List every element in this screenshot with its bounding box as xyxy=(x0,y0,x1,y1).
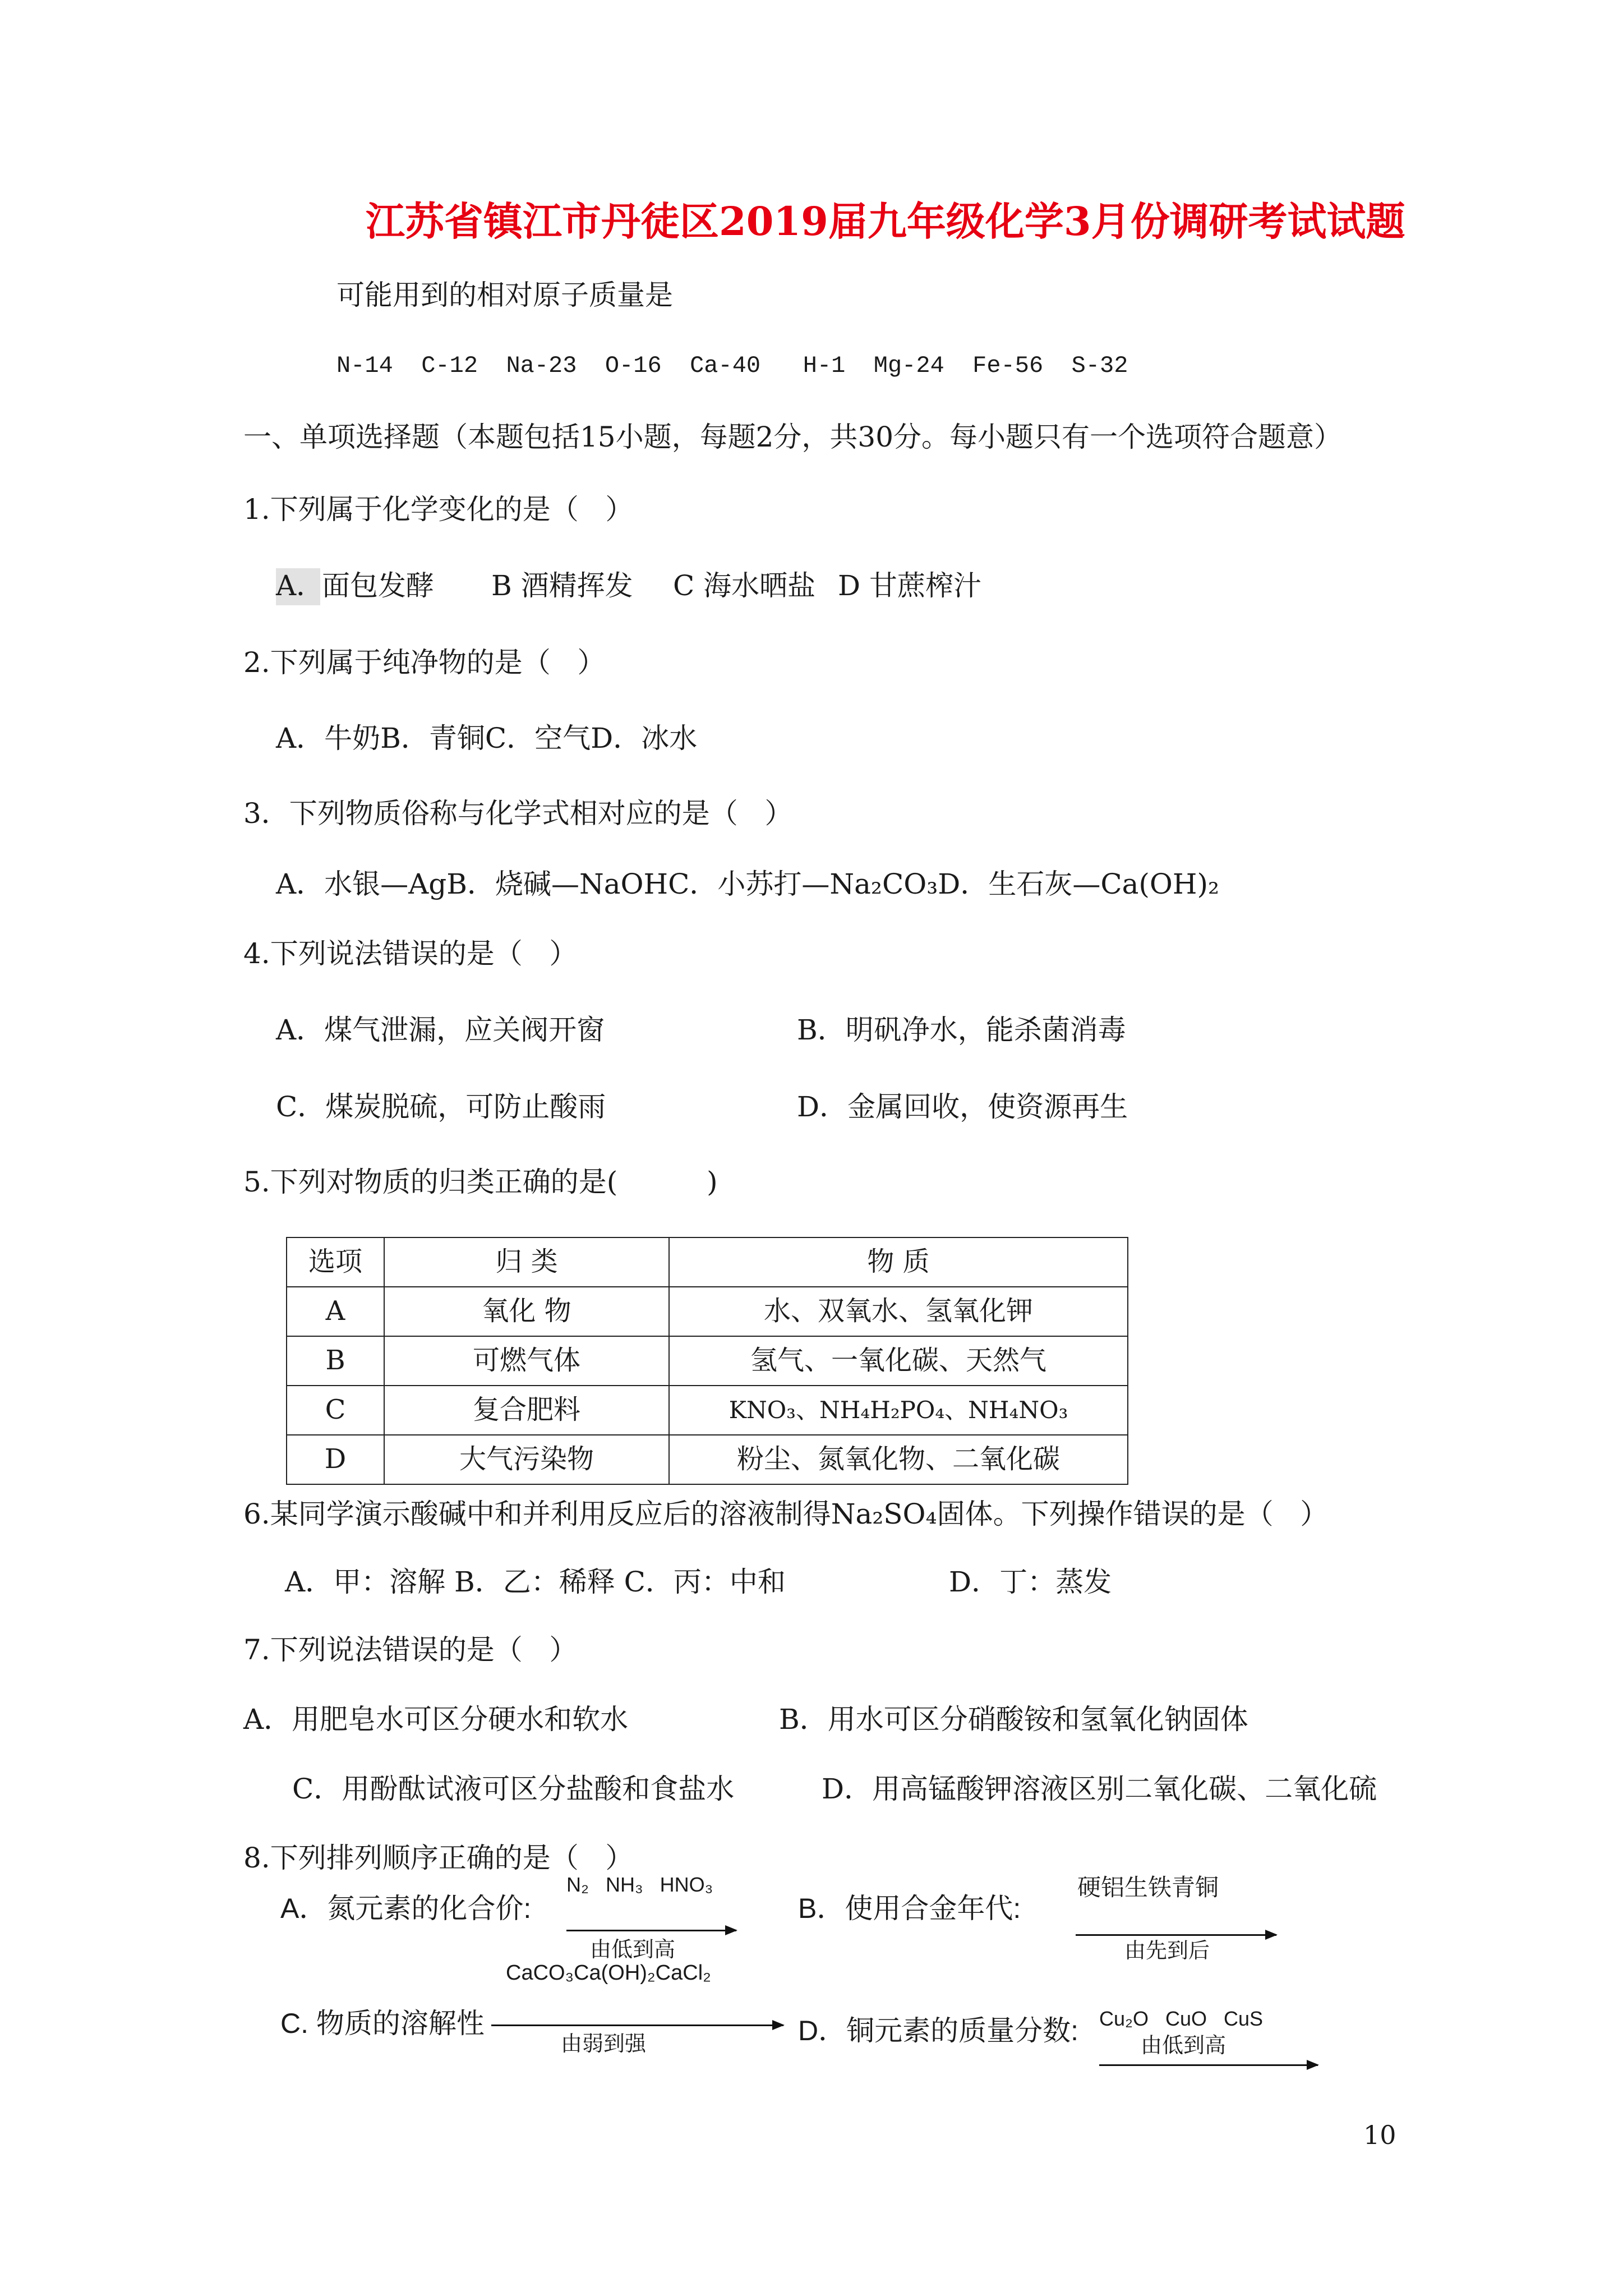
question-7-option-a: A．用肥皂水可区分硬水和软水 xyxy=(243,1703,629,1736)
question-5-stem: 5.下列对物质的归类正确的是( ) xyxy=(243,1166,718,1198)
table-row xyxy=(287,1287,1128,1336)
table-cell: 大气污染物 xyxy=(384,1435,669,1484)
table-row xyxy=(287,1336,1128,1386)
table-row xyxy=(287,1386,1128,1435)
question-8-option-b-sequence: 硬铝生铁青铜 xyxy=(1077,1874,1219,1901)
question-8-stem: 8.下列排列顺序正确的是（ ） xyxy=(243,1842,634,1874)
question-7-stem: 7.下列说法错误的是（ ） xyxy=(243,1634,578,1666)
page-title: 江苏省镇江市丹徒区2019届九年级化学3月份调研考试试题 xyxy=(366,198,1405,245)
question-8-option-c-label: C. 物质的溶解性 xyxy=(280,2008,485,2039)
question-8-option-a-order: 由低到高 xyxy=(590,1937,676,1962)
question-3-options: A．水银—AgB．烧碱—NaOHC．小苏打—Na₂CO₃D．生石灰—Ca(OH)₂ xyxy=(276,868,1220,900)
question-4-option-d: D．金属回收，使资源再生 xyxy=(797,1091,1128,1123)
table-cell: 氧化 物 xyxy=(384,1287,669,1336)
arrow-icon xyxy=(1099,2064,1318,2066)
question-8-option-d-label: D．铜元素的质量分数: xyxy=(798,2015,1078,2046)
table-cell: 氢气、一氧化碳、天然气 xyxy=(669,1336,1128,1386)
table-cell: 复合肥料 xyxy=(384,1386,669,1435)
table-cell: 可燃气体 xyxy=(384,1336,669,1386)
question-8-option-b-label: B．使用合金年代: xyxy=(798,1893,1021,1924)
question-6-option-d: D．丁：蒸发 xyxy=(949,1566,1112,1598)
arrow-icon xyxy=(566,1930,736,1931)
table-cell: KNO₃、NH₄H₂PO₄、NH₄NO₃ xyxy=(669,1386,1128,1435)
question-8-option-a-sequence: N₂ NH₃ HNO₃ xyxy=(566,1873,713,1896)
question-8-option-d-order: 由低到高 xyxy=(1141,2033,1227,2058)
page-number: 10 xyxy=(1363,2120,1396,2150)
question-7-option-c: C．用酚酞试液可区分盐酸和食盐水 xyxy=(292,1773,735,1805)
question-1-option-c: C 海水晒盐 xyxy=(673,569,816,602)
table-header-cell: 归 类 xyxy=(384,1237,669,1287)
question-8-option-c-order: 由弱到强 xyxy=(561,2031,647,2056)
table-row xyxy=(287,1435,1128,1484)
question-2-stem: 2.下列属于纯净物的是（ ） xyxy=(243,646,606,679)
question-8-option-a-label: A．氮元素的化合价: xyxy=(280,1893,532,1924)
question-4-option-c: C．煤炭脱硫，可防止酸雨 xyxy=(276,1091,606,1123)
table-cell: C xyxy=(287,1386,384,1435)
question-8-option-b-order: 由先到后 xyxy=(1124,1938,1210,1963)
table-cell: 水、双氧水、氢氧化钾 xyxy=(669,1287,1128,1336)
question-6-options-abc: A．甲：溶解 B．乙：稀释 C．丙：中和 xyxy=(285,1566,786,1598)
table-header-cell: 选项 xyxy=(287,1237,384,1287)
question-2-options: A．牛奶B．青铜C．空气D．冰水 xyxy=(276,722,698,754)
table-cell: A xyxy=(287,1287,384,1336)
question-1-option-a-letter: A． xyxy=(276,569,325,602)
question-8-option-c-sequence: CaCO₃Ca(OH)₂CaCl₂ xyxy=(506,1961,711,1985)
table-cell: 粉尘、氮氧化物、二氧化碳 xyxy=(669,1435,1128,1484)
table-cell: D xyxy=(287,1435,384,1484)
question-4-stem: 4.下列说法错误的是（ ） xyxy=(243,937,578,970)
section-heading: 一、单项选择题（本题包括15小题，每题2分，共30分。每小题只有一个选项符合题意） xyxy=(243,421,1343,453)
question-8-option-d-sequence: Cu₂O CuO CuS xyxy=(1099,2007,1264,2030)
question-1-option-b: B 酒精挥发 xyxy=(491,569,633,602)
question-6-stem: 6.某同学演示酸碱中和并利用反应后的溶液制得Na₂SO₄固体。下列操作错误的是（ ） xyxy=(243,1498,1329,1530)
atomic-mass-list: N-14 C-12 Na-23 O-16 Ca-40 H-1 Mg-24 Fe-56 S-32 xyxy=(336,352,1128,379)
table-header-row xyxy=(287,1237,1128,1287)
question-1-option-a: 面包发酵 xyxy=(322,569,434,602)
classification-table xyxy=(286,1237,1128,1485)
question-4-option-b: B．明矾净水，能杀菌消毒 xyxy=(797,1014,1126,1046)
question-7-option-b: B．用水可区分硝酸铵和氢氧化钠固体 xyxy=(779,1703,1248,1736)
arrow-icon xyxy=(1076,1934,1276,1936)
atomic-mass-label: 可能用到的相对原子质量是 xyxy=(336,279,673,311)
table-cell: B xyxy=(287,1336,384,1386)
question-4-option-a: A．煤气泄漏，应关阀开窗 xyxy=(276,1014,605,1046)
arrow-icon xyxy=(491,2024,783,2026)
question-1-option-d: D 甘蔗榨汁 xyxy=(838,569,981,602)
question-7-option-d: D．用高锰酸钾溶液区别二氧化碳、二氧化硫 xyxy=(822,1773,1377,1805)
question-3-stem: 3．下列物质俗称与化学式相对应的是（ ） xyxy=(243,797,793,830)
question-1-stem: 1.下列属于化学变化的是（ ） xyxy=(243,493,634,526)
table-header-cell: 物 质 xyxy=(669,1237,1128,1287)
